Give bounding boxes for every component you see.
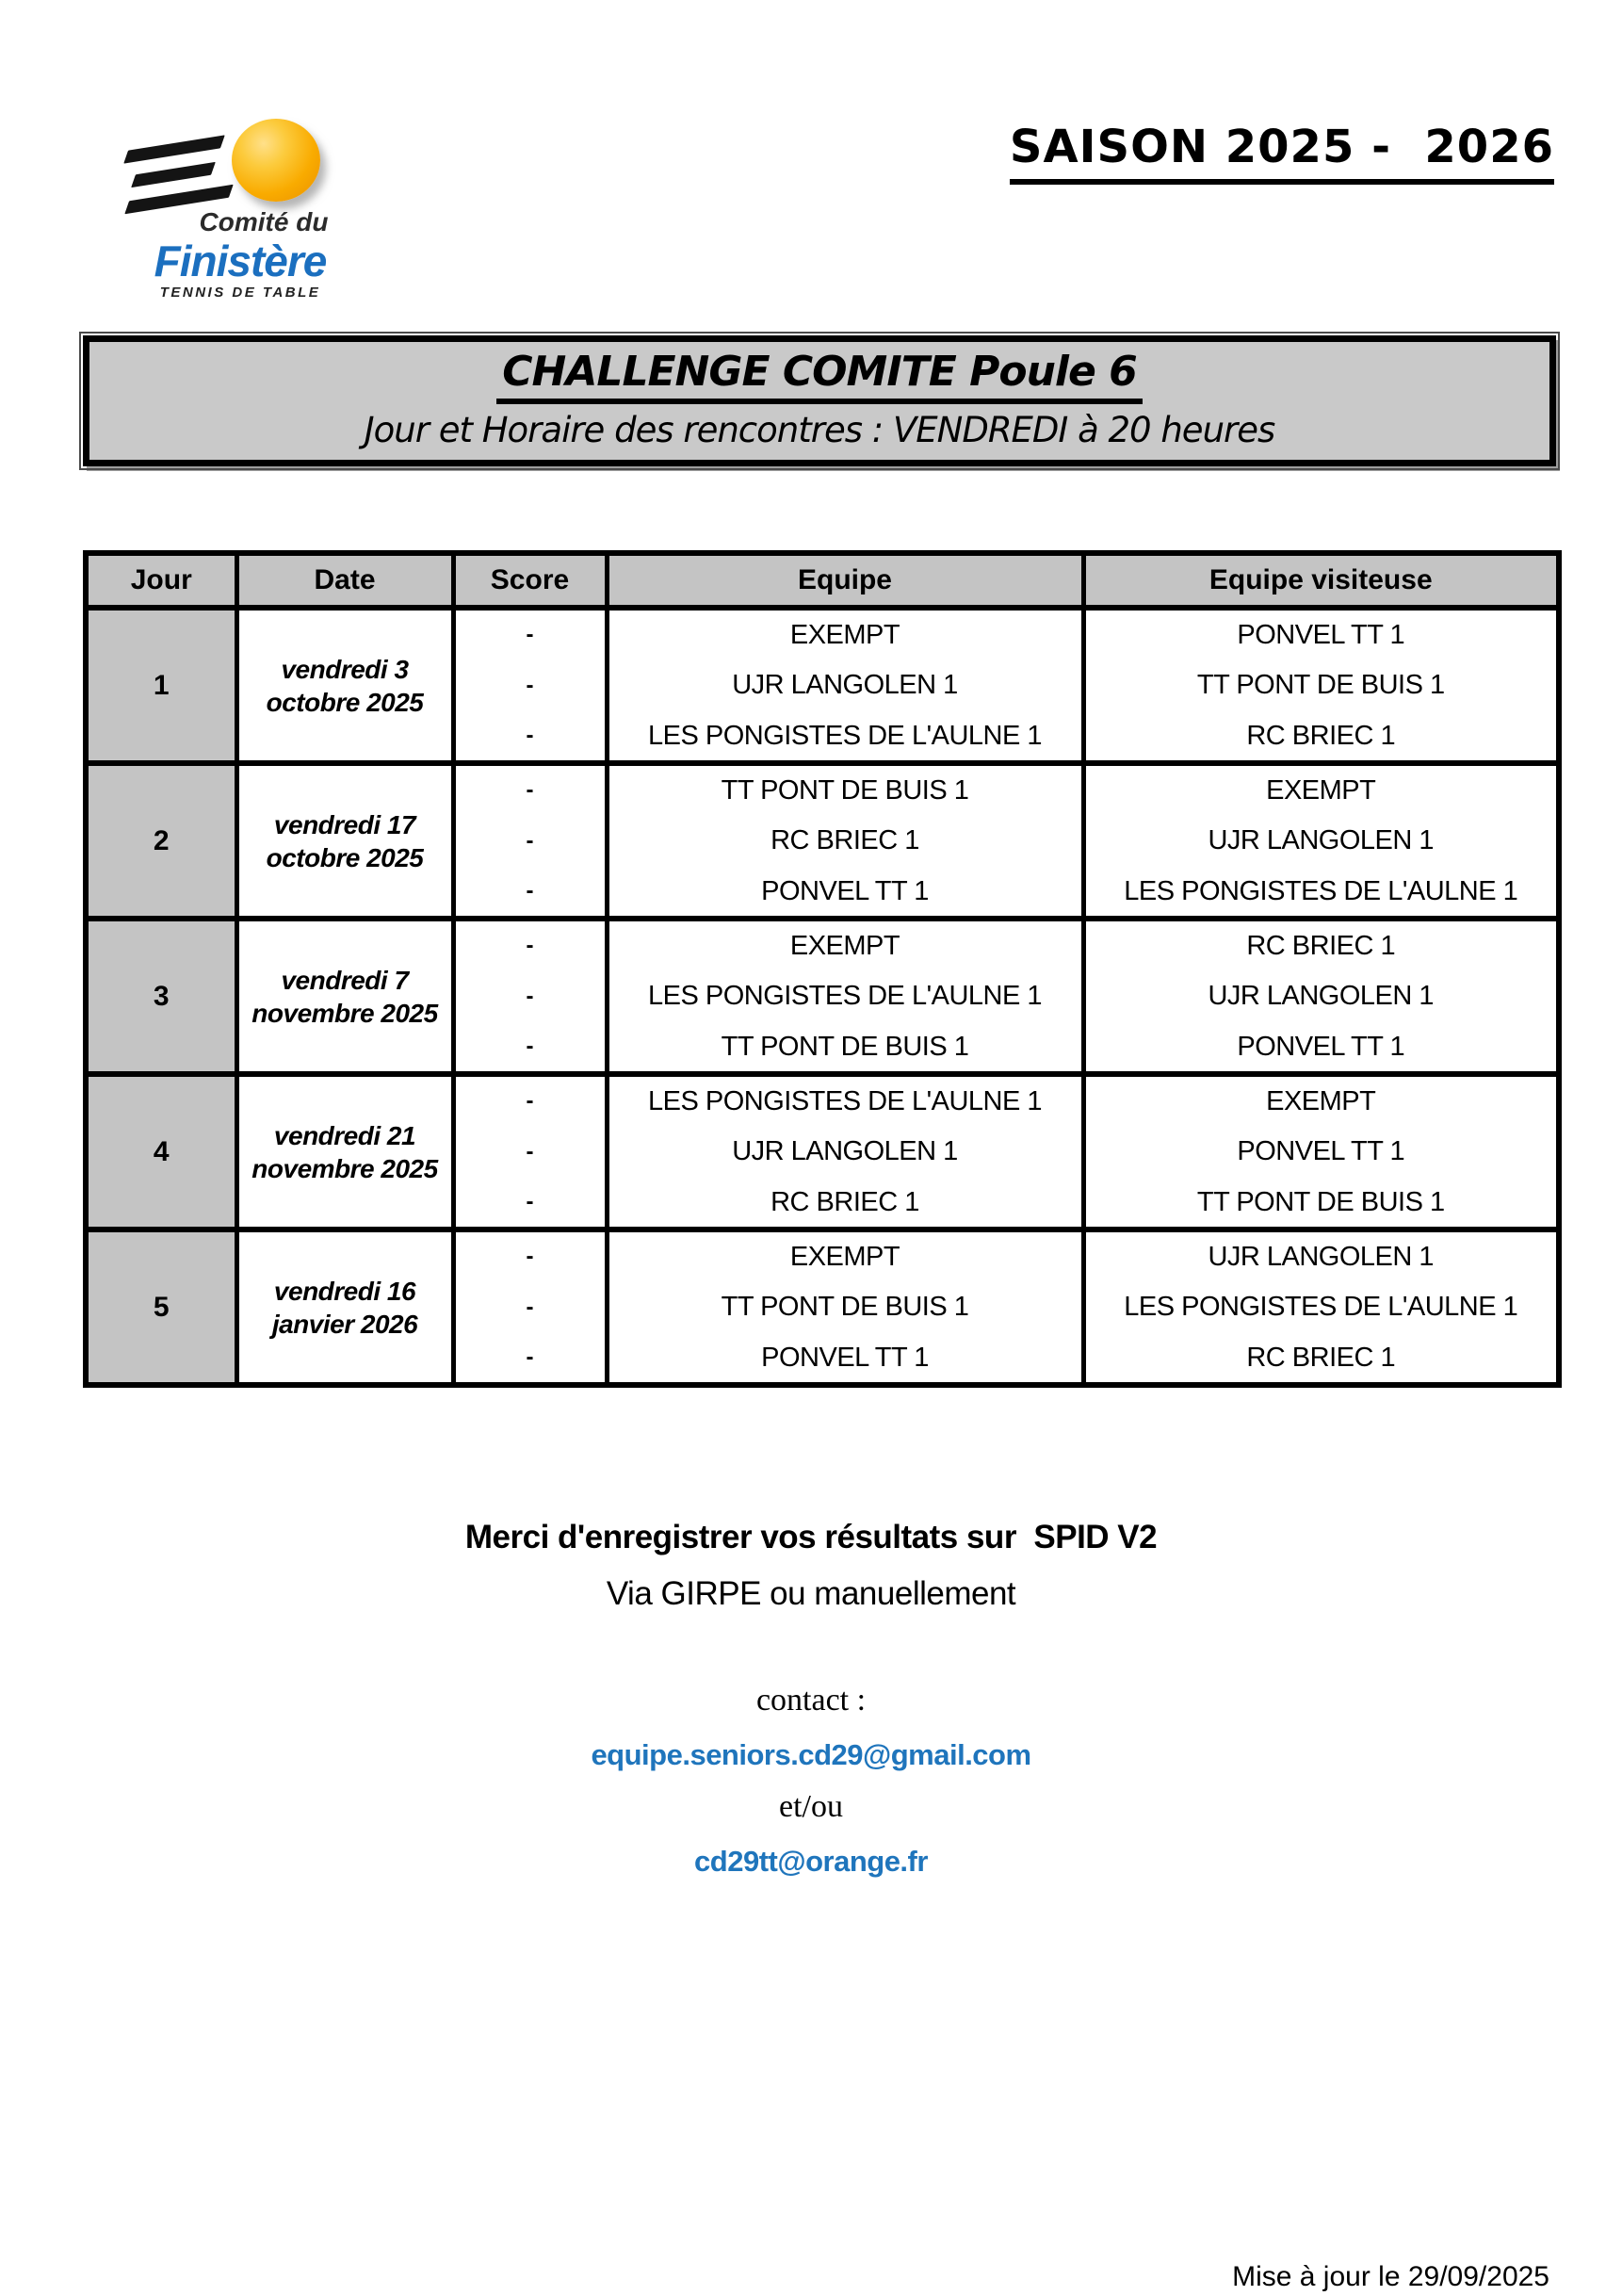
score-cell: - [453,970,607,1022]
column-header-equipe: Equipe [607,553,1083,608]
date-cell [236,763,453,919]
column-header-jour: Jour [86,553,236,608]
home-team-cell: UJR LANGOLEN 1 [607,1126,1083,1178]
speed-line-icon [131,162,216,187]
away-team-cell: PONVEL TT 1 [1083,1126,1559,1178]
date-cell [236,919,453,1074]
jour-cell: 5 [86,1229,236,1385]
match-row [86,1074,1559,1126]
date-cell [236,1074,453,1229]
away-team-cell: UJR LANGOLEN 1 [1083,1229,1559,1281]
away-team-cell: UJR LANGOLEN 1 [1083,970,1559,1022]
date-line1: vendredi 17 [273,809,416,839]
score-cell: - [453,763,607,815]
score-cell: - [453,1333,607,1385]
jour-cell: 3 [86,919,236,1074]
jour-cell: 2 [86,763,236,919]
away-team-cell: RC BRIEC 1 [1083,711,1559,763]
page-title: CHALLENGE COMITE Poule 6 [496,348,1143,404]
home-team-cell: EXEMPT [607,1229,1083,1281]
date-line1: vendredi 21 [273,1120,416,1150]
score-cell: - [453,1281,607,1333]
last-updated-note: Mise à jour le 29/09/2025 [1232,2261,1549,2292]
home-team-cell: EXEMPT [607,608,1083,659]
away-team-cell: LES PONGISTES DE L'AULNE 1 [1083,1281,1559,1333]
date-cell [236,1229,453,1385]
date-line1: vendredi 16 [273,1276,416,1306]
away-team-cell: PONVEL TT 1 [1083,608,1559,659]
home-team-cell: RC BRIEC 1 [607,1178,1083,1229]
away-team-cell: TT PONT DE BUIS 1 [1083,659,1559,711]
score-cell: - [453,1178,607,1229]
column-header-date: Date [236,553,453,608]
score-cell: - [453,1126,607,1178]
logo-text-tennis-de-table: TENNIS DE TABLE [159,285,321,301]
finistere-tt-logo [99,113,381,316]
score-cell: - [453,1074,607,1126]
home-team-cell: RC BRIEC 1 [607,815,1083,867]
home-team-cell: TT PONT DE BUIS 1 [607,1281,1083,1333]
score-cell: - [453,815,607,867]
contact-email-gmail-link[interactable]: equipe.seniors.cd29@gmail.com [591,1738,1031,1771]
logo-text-comite-du: Comité du [199,207,329,236]
home-team-cell: LES PONGISTES DE L'AULNE 1 [607,1074,1083,1126]
contact-conjunction: et/ou [779,1789,843,1824]
match-row [86,763,1559,815]
match-row [86,1229,1559,1281]
score-cell: - [453,608,607,659]
away-team-cell: PONVEL TT 1 [1083,1022,1559,1074]
title-box [83,335,1556,466]
away-team-cell: RC BRIEC 1 [1083,1333,1559,1385]
date-line2: octobre 2025 [266,842,424,872]
note-girpe: Via GIRPE ou manuellement [606,1575,1016,1612]
date-line1: vendredi 7 [281,965,409,995]
contact-email-orange-link[interactable]: cd29tt@orange.fr [694,1845,928,1878]
away-team-cell: RC BRIEC 1 [1083,919,1559,970]
away-team-cell: TT PONT DE BUIS 1 [1083,1178,1559,1229]
schedule-table [83,550,1562,1388]
away-team-cell: EXEMPT [1083,1074,1559,1126]
score-cell: - [453,1022,607,1074]
home-team-cell: PONVEL TT 1 [607,867,1083,919]
home-team-cell: PONVEL TT 1 [607,1333,1083,1385]
score-cell: - [453,1229,607,1281]
match-row [86,919,1559,970]
jour-cell: 1 [86,608,236,763]
home-team-cell: TT PONT DE BUIS 1 [607,763,1083,815]
date-line2: novembre 2025 [251,1153,438,1183]
home-team-cell: EXEMPT [607,919,1083,970]
date-line2: novembre 2025 [251,998,438,1028]
logo-text-finistere: Finistère [154,236,327,285]
date-line2: octobre 2025 [266,687,424,717]
score-cell: - [453,711,607,763]
contact-label: contact : [755,1683,867,1718]
speed-line-icon [123,135,225,163]
home-team-cell: LES PONGISTES DE L'AULNE 1 [607,711,1083,763]
score-cell: - [453,867,607,919]
note-spid: Merci d'enregistrer vos résultats sur SPID V2 [464,1519,1158,1555]
jour-cell: 4 [86,1074,236,1229]
home-team-cell: LES PONGISTES DE L'AULNE 1 [607,970,1083,1022]
score-cell: - [453,919,607,970]
season-heading: SAISON 2025 - 2026 [1010,121,1554,185]
score-cell: - [453,659,607,711]
away-team-cell: UJR LANGOLEN 1 [1083,815,1559,867]
column-header-equipe-visiteuse: Equipe visiteuse [1083,553,1559,608]
away-team-cell: LES PONGISTES DE L'AULNE 1 [1083,867,1559,919]
header-row [86,553,1559,608]
date-line2: janvier 2026 [271,1309,418,1339]
home-team-cell: UJR LANGOLEN 1 [607,659,1083,711]
column-header-score: Score [453,553,607,608]
date-cell [236,608,453,763]
away-team-cell: EXEMPT [1083,763,1559,815]
match-row [86,608,1559,659]
home-team-cell: TT PONT DE BUIS 1 [607,1022,1083,1074]
table-tennis-ball-icon [232,119,320,202]
date-line1: vendredi 3 [281,654,409,684]
page-subtitle: Jour et Horaire des rencontres : VENDREDI à 20 heures [364,410,1275,450]
